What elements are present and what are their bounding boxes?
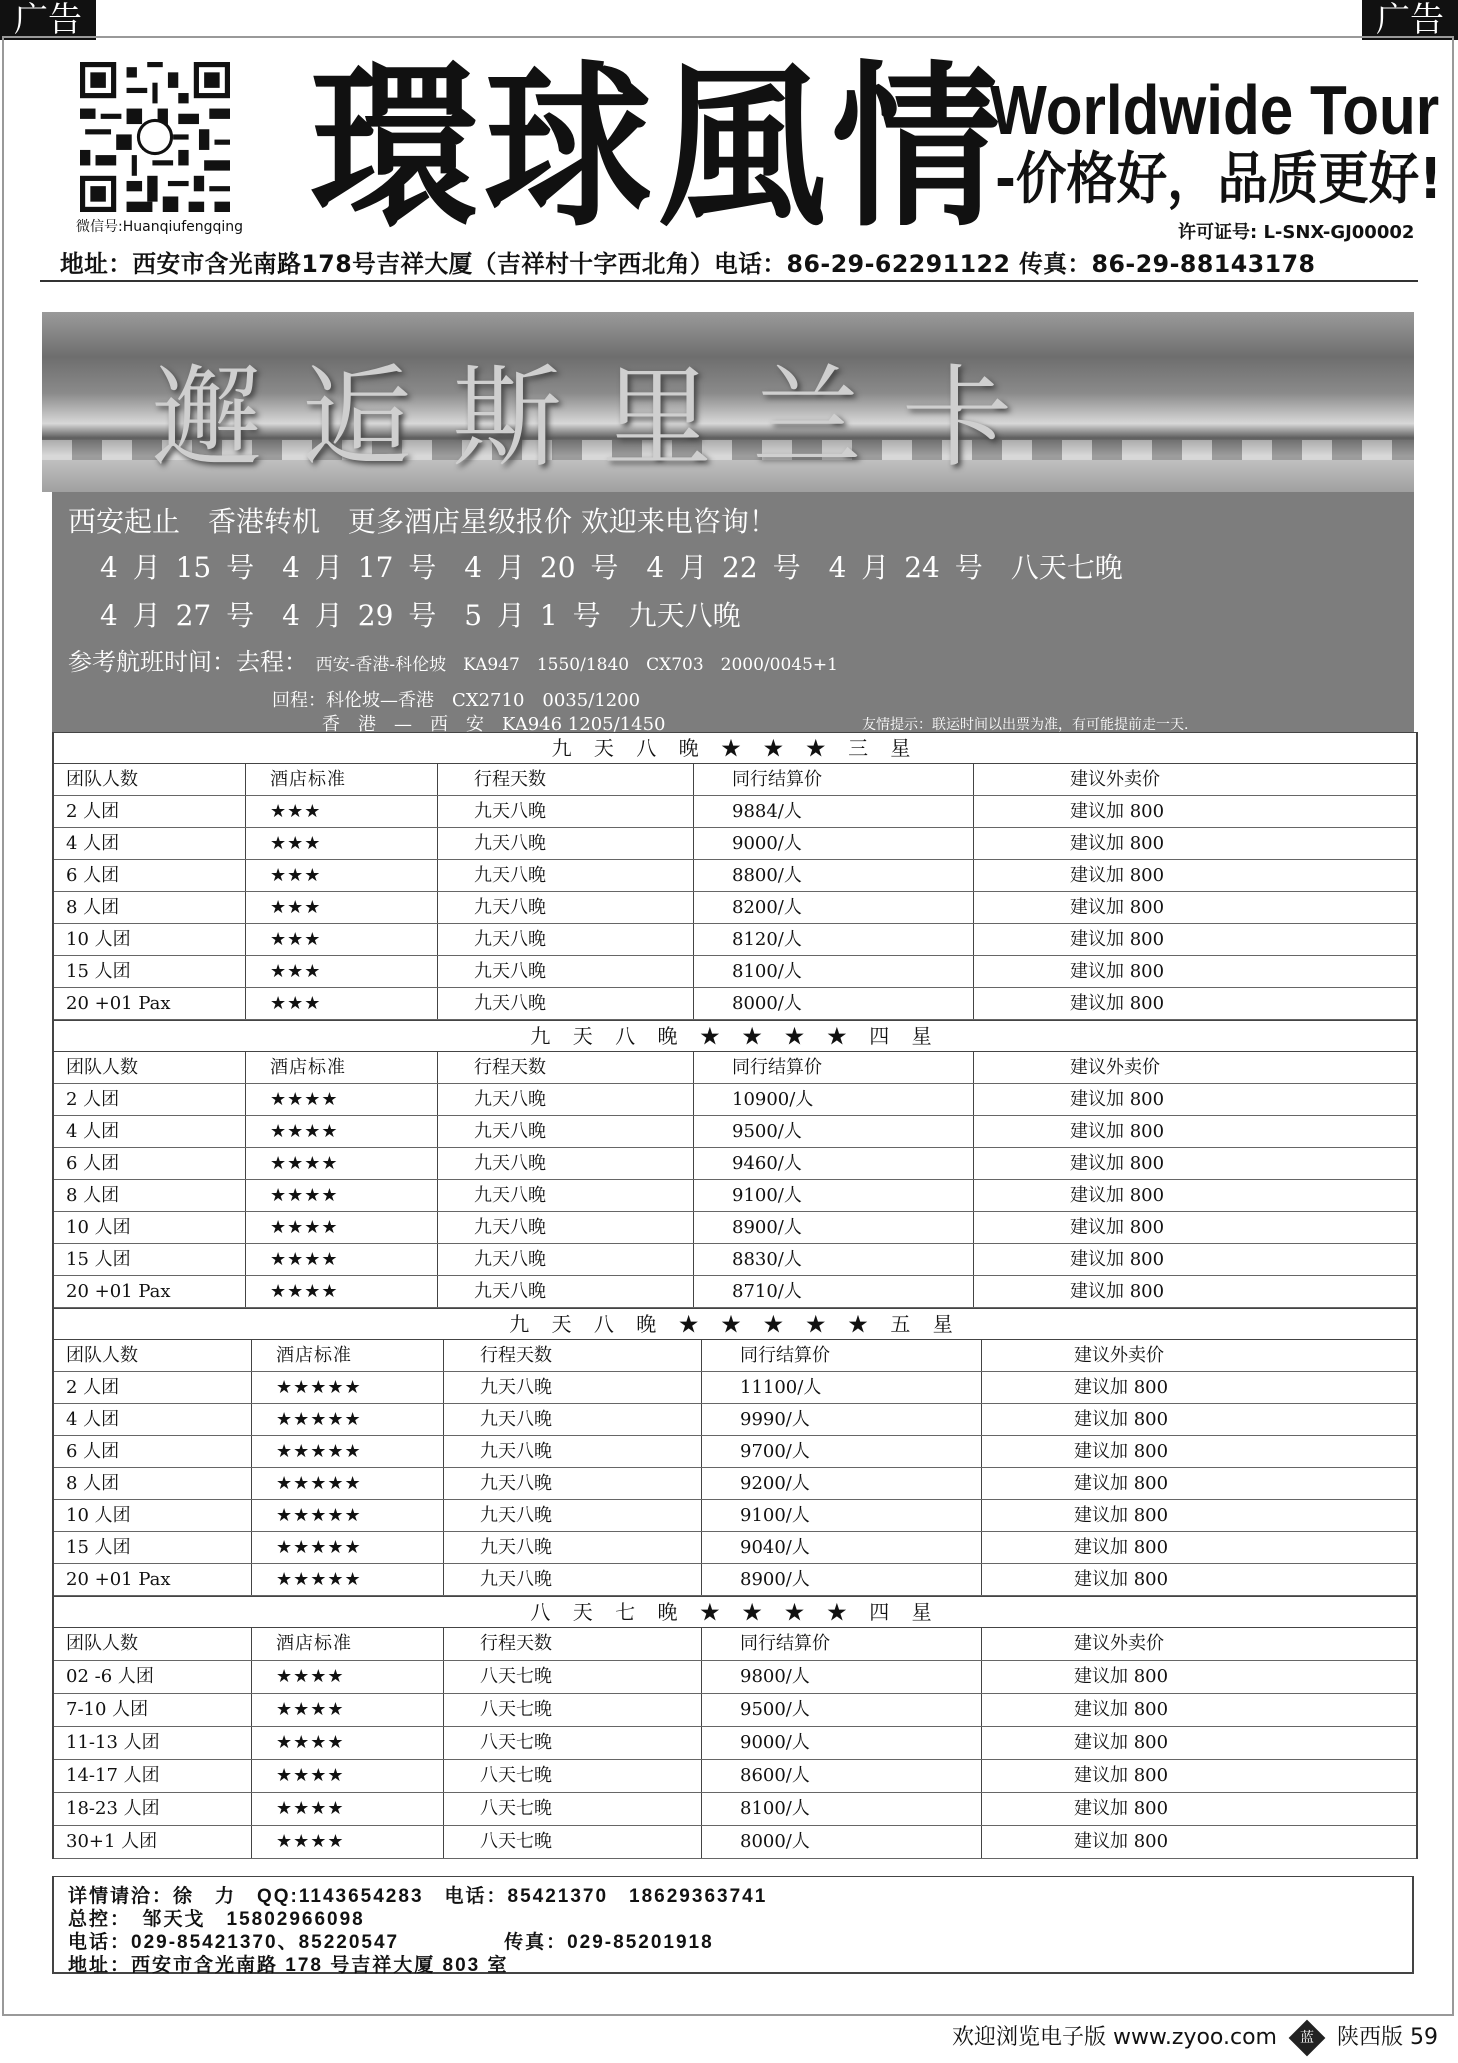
table-cell: ★★★★ [252, 1661, 444, 1693]
table-cell: 建议加 800 [1074, 1569, 1169, 1590]
table-cell: 8120/人 [694, 924, 974, 955]
table-cell: 建议加 800 [1074, 1537, 1169, 1558]
company-address: 地址：西安市含光南路178号吉祥大厦（吉祥村十字西北角）电话：86-29-62291122 传真：86-29-88143178 [60, 250, 1316, 278]
table-cell: 建议加 800 [1074, 1732, 1169, 1753]
tour-intro: 西安起止 香港转机 更多酒店星级报价 欢迎来电咨询！ [68, 505, 777, 538]
price-section [54, 1596, 1416, 1859]
table-cell: 八天七晚 [444, 1661, 702, 1693]
table-row [54, 1404, 1416, 1436]
table-cell: ★★★★ [252, 1793, 444, 1825]
table-cell: 九天八晚 [444, 1500, 702, 1531]
table-cell: 9460/人 [694, 1148, 974, 1179]
table-cell: 8000/人 [702, 1826, 982, 1858]
ad-label-left: 广告 [0, 0, 96, 40]
table-cell: ★★★★ [252, 1694, 444, 1726]
table-cell: 建议加 800 [1070, 1249, 1165, 1270]
table-cell: 九天八晚 [444, 1436, 702, 1467]
table-row [54, 956, 1416, 988]
table-cell: ★★★★★ [252, 1468, 444, 1499]
table-cell: ★★★★★ [252, 1500, 444, 1531]
column-header: 团队人数 [54, 1052, 246, 1083]
table-row [54, 1276, 1416, 1308]
table-cell: 八天七晚 [444, 1694, 702, 1726]
table-cell: 建议加 800 [1070, 1281, 1165, 1302]
table-cell: 九天八晚 [444, 1468, 702, 1499]
table-cell: 建议加 800 [1070, 897, 1165, 918]
flight-outbound-detail: 西安-香港-科伦坡 KA947 1550/1840 CX703 2000/0045+1 [315, 655, 838, 675]
table-cell: 建议加 800 [1074, 1831, 1169, 1852]
table-cell: 4 人团 [54, 1116, 246, 1147]
table-cell: 10 人团 [54, 1500, 252, 1531]
table-cell: 9040/人 [702, 1532, 982, 1563]
flight-label: 参考航班时间：去程： [68, 648, 308, 676]
column-header: 酒店标准 [252, 1628, 444, 1660]
table-cell: 九天八晚 [444, 1532, 702, 1563]
table-cell: 8200/人 [694, 892, 974, 923]
footer-website[interactable]: 欢迎浏览电子版 www.zyoo.com [951, 2025, 1277, 2050]
table-cell: 建议加 800 [1074, 1377, 1169, 1398]
table-cell: 建议加 800 [1070, 993, 1165, 1014]
table-cell: 9000/人 [694, 828, 974, 859]
table-row [54, 796, 1416, 828]
table-row [54, 1760, 1416, 1793]
table-row [54, 924, 1416, 956]
table-cell: ★★★★ [246, 1148, 438, 1179]
brand-english-name: Worldwide Tour [990, 71, 1440, 149]
price-section [54, 1308, 1416, 1596]
column-header: 行程天数 [444, 1628, 702, 1660]
column-header: 酒店标准 [246, 1052, 438, 1083]
table-cell: 八天七晚 [444, 1760, 702, 1792]
table-cell: 建议加 800 [1074, 1441, 1169, 1462]
table-cell: ★★★★★ [252, 1404, 444, 1435]
footer-edition: 陕西版 [1336, 2025, 1403, 2050]
table-cell: 建议加 800 [1070, 1121, 1165, 1142]
table-cell: ★★★ [246, 924, 438, 955]
flight-outbound [68, 642, 838, 677]
departure-dates-9d: 4 月 27 号 4 月 29 号 5 月 1 号 九天八晚 [100, 599, 741, 632]
section-title: 九 天 八 晚 ★ ★ ★ ★ ★ 五 星 [54, 1308, 1416, 1340]
table-cell: 九天八晚 [438, 1148, 694, 1179]
table-cell: 18-23 人团 [54, 1793, 252, 1825]
table-cell: 9884/人 [694, 796, 974, 827]
table-cell: 9100/人 [694, 1180, 974, 1211]
table-cell: 4 人团 [54, 1404, 252, 1435]
table-cell: 8 人团 [54, 1468, 252, 1499]
diamond-badge-text: 蓝 [1299, 2030, 1314, 2046]
table-cell: 9500/人 [702, 1694, 982, 1726]
table-cell: 02 -6 人团 [54, 1661, 252, 1693]
table-row [54, 828, 1416, 860]
column-header: 酒店标准 [252, 1340, 444, 1371]
table-row [54, 1212, 1416, 1244]
contact-line-4: 地址：西安市含光南路 178 号吉祥大厦 803 室 [68, 1955, 509, 1976]
table-row [54, 1180, 1416, 1212]
table-cell: 建议加 800 [1074, 1409, 1169, 1430]
table-cell: 九天八晚 [438, 796, 694, 827]
table-cell: ★★★★ [246, 1180, 438, 1211]
table-cell: 建议加 800 [1074, 1699, 1169, 1720]
table-cell: 建议加 800 [1074, 1473, 1169, 1494]
section-title: 八 天 七 晚 ★ ★ ★ ★ 四 星 [54, 1596, 1416, 1628]
column-header: 团队人数 [54, 1628, 252, 1660]
table-cell: 九天八晚 [438, 988, 694, 1019]
table-cell: 九天八晚 [438, 956, 694, 987]
header-divider [40, 280, 1418, 282]
table-cell: ★★★★ [246, 1084, 438, 1115]
table-row [54, 1500, 1416, 1532]
table-cell: 八天七晚 [444, 1793, 702, 1825]
table-cell: ★★★ [246, 860, 438, 891]
flight-return-2-detail: 香 港 — 西 安 KA946 1205/1450 [322, 714, 666, 735]
table-cell: 6 人团 [54, 1148, 246, 1179]
slogan: -价格好，品质更好! [995, 147, 1443, 212]
license-number: 许可证号: L-SNX-GJ00002 [1178, 222, 1415, 243]
table-row [54, 1793, 1416, 1826]
column-header: 同行结算价 [702, 1628, 982, 1660]
table-cell: 2 人团 [54, 796, 246, 827]
table-cell: 30+1 人团 [54, 1826, 252, 1858]
table-cell: ★★★★ [252, 1727, 444, 1759]
table-cell: 15 人团 [54, 1532, 252, 1563]
table-cell: 10900/人 [694, 1084, 974, 1115]
table-cell: 9800/人 [702, 1661, 982, 1693]
table-cell: 九天八晚 [444, 1372, 702, 1403]
table-cell: 建议加 800 [1070, 801, 1165, 822]
table-cell: ★★★★ [246, 1244, 438, 1275]
table-cell: 9700/人 [702, 1436, 982, 1467]
table-cell: 建议加 800 [1070, 865, 1165, 886]
contact-box [52, 1876, 1414, 1974]
table-cell: 8710/人 [694, 1276, 974, 1307]
table-cell: 九天八晚 [438, 1276, 694, 1307]
table-cell: 8600/人 [702, 1760, 982, 1792]
column-header: 同行结算价 [694, 1052, 974, 1083]
table-row [54, 1372, 1416, 1404]
table-cell: 14-17 人团 [54, 1760, 252, 1792]
table-cell: 20 +01 Pax [54, 1276, 246, 1307]
table-cell: 8 人团 [54, 892, 246, 923]
table-cell: ★★★ [246, 988, 438, 1019]
page-number: 59 [1410, 2025, 1438, 2050]
table-row [54, 1244, 1416, 1276]
table-cell: ★★★★ [252, 1760, 444, 1792]
table-row [54, 1694, 1416, 1727]
column-header: 建议外卖价 [1070, 1057, 1160, 1078]
table-row [54, 1826, 1416, 1859]
table-cell: 九天八晚 [444, 1404, 702, 1435]
table-cell: 九天八晚 [438, 1244, 694, 1275]
table-cell: 建议加 800 [1070, 961, 1165, 982]
table-cell: 8900/人 [694, 1212, 974, 1243]
diamond-logo-icon [1289, 2020, 1326, 2057]
table-cell: 建议加 800 [1070, 929, 1165, 950]
table-cell: 2 人团 [54, 1372, 252, 1403]
column-header: 行程天数 [438, 1052, 694, 1083]
qr-code-icon [80, 62, 230, 212]
column-header: 酒店标准 [246, 764, 438, 795]
wechat-id: 微信号:Huanqiufengqing [76, 219, 244, 235]
table-cell: ★★★ [246, 956, 438, 987]
column-header: 团队人数 [54, 764, 246, 795]
departure-dates-8d: 4 月 15 号 4 月 17 号 4 月 20 号 4 月 22 号 4 月 24 号 八天七晚 [100, 551, 1123, 584]
table-cell: 建议加 800 [1074, 1765, 1169, 1786]
table-header-row [54, 1628, 1416, 1661]
table-cell: 九天八晚 [438, 924, 694, 955]
table-cell: 6 人团 [54, 1436, 252, 1467]
table-cell: 9100/人 [702, 1500, 982, 1531]
table-cell: ★★★★★ [252, 1532, 444, 1563]
column-header: 同行结算价 [702, 1340, 982, 1371]
table-cell: ★★★★★ [252, 1564, 444, 1595]
table-cell: 11100/人 [702, 1372, 982, 1403]
table-cell: 九天八晚 [438, 828, 694, 859]
tour-info-panel [52, 492, 1414, 735]
table-header-row [54, 1052, 1416, 1084]
section-title: 九 天 八 晚 ★ ★ ★ 三 星 [54, 732, 1416, 764]
table-cell: 建议加 800 [1074, 1666, 1169, 1687]
table-cell: ★★★ [246, 828, 438, 859]
table-cell: ★★★★★ [252, 1372, 444, 1403]
table-cell: 九天八晚 [438, 1212, 694, 1243]
table-row [54, 1661, 1416, 1694]
table-cell: ★★★★ [252, 1826, 444, 1858]
table-header-row [54, 1340, 1416, 1372]
column-header: 行程天数 [438, 764, 694, 795]
table-cell: 9500/人 [694, 1116, 974, 1147]
table-cell: 八天七晚 [444, 1727, 702, 1759]
table-cell: 八天七晚 [444, 1826, 702, 1858]
table-cell: 建议加 800 [1070, 833, 1165, 854]
table-cell: 2 人团 [54, 1084, 246, 1115]
table-cell: 建议加 800 [1070, 1089, 1165, 1110]
table-cell: 8100/人 [702, 1793, 982, 1825]
table-cell: 8000/人 [694, 988, 974, 1019]
table-cell: 20 +01 Pax [54, 1564, 252, 1595]
banner-title: 邂逅斯里兰卡 [152, 354, 1052, 482]
column-header: 建议外卖价 [1074, 1345, 1164, 1366]
table-header-row [54, 764, 1416, 796]
table-cell: 11-13 人团 [54, 1727, 252, 1759]
column-header: 团队人数 [54, 1340, 252, 1371]
table-cell: 8830/人 [694, 1244, 974, 1275]
table-cell: 建议加 800 [1074, 1798, 1169, 1819]
table-cell: 九天八晚 [438, 892, 694, 923]
column-header: 建议外卖价 [1070, 769, 1160, 790]
table-row [54, 1532, 1416, 1564]
table-row [54, 988, 1416, 1020]
contact-line-1: 详情请洽：徐 力 QQ:1143654283 电话：85421370 18629363741 [68, 1886, 768, 1907]
price-section [54, 1020, 1416, 1308]
table-cell: 建议加 800 [1070, 1185, 1165, 1206]
price-section [54, 732, 1416, 1020]
table-cell: 10 人团 [54, 1212, 246, 1243]
table-cell: 建议加 800 [1074, 1505, 1169, 1526]
table-cell: 九天八晚 [438, 860, 694, 891]
table-cell: 8900/人 [702, 1564, 982, 1595]
table-row [54, 1148, 1416, 1180]
page-footer [952, 2020, 1438, 2051]
table-cell: 4 人团 [54, 828, 246, 859]
table-cell: 九天八晚 [438, 1116, 694, 1147]
column-header: 行程天数 [444, 1340, 702, 1371]
table-row [54, 1564, 1416, 1596]
flight-return-1: 回程：科伦坡—香港 CX2710 0035/1200 [272, 690, 641, 711]
table-cell: ★★★★★ [252, 1436, 444, 1467]
table-cell: 15 人团 [54, 956, 246, 987]
table-row [54, 892, 1416, 924]
table-row [54, 1436, 1416, 1468]
table-cell: 6 人团 [54, 860, 246, 891]
table-cell: 建议加 800 [1070, 1217, 1165, 1238]
brand-logo-text: 環球風情 [310, 45, 1006, 251]
contact-line-2: 总控： 邹天戈 15802966098 [68, 1909, 365, 1930]
table-cell: 10 人团 [54, 924, 246, 955]
table-row [54, 1468, 1416, 1500]
column-header: 同行结算价 [694, 764, 974, 795]
table-cell: 九天八晚 [438, 1180, 694, 1211]
table-cell: 建议加 800 [1070, 1153, 1165, 1174]
hero-banner [42, 312, 1414, 492]
table-row [54, 1727, 1416, 1760]
table-cell: ★★★★ [246, 1116, 438, 1147]
price-tables [52, 732, 1418, 1859]
table-cell: 7-10 人团 [54, 1694, 252, 1726]
table-cell: 8100/人 [694, 956, 974, 987]
column-header: 建议外卖价 [1074, 1633, 1164, 1654]
table-cell: 20 +01 Pax [54, 988, 246, 1019]
contact-line-3: 电话：029-85421370、85220547 传真：029-85201918 [68, 1932, 714, 1953]
table-cell: ★★★★ [246, 1212, 438, 1243]
ad-label-right: 广告 [1362, 0, 1458, 40]
table-row [54, 860, 1416, 892]
table-cell: ★★★ [246, 796, 438, 827]
table-row [54, 1116, 1416, 1148]
table-cell: ★★★★ [246, 1276, 438, 1307]
friendly-tip: 友情提示：联运时间以出票为准，有可能提前走一天. [862, 717, 1189, 733]
table-cell: 九天八晚 [444, 1564, 702, 1595]
table-cell: 9200/人 [702, 1468, 982, 1499]
table-cell: ★★★ [246, 892, 438, 923]
table-cell: 8 人团 [54, 1180, 246, 1211]
section-title: 九 天 八 晚 ★ ★ ★ ★ 四 星 [54, 1020, 1416, 1052]
table-cell: 九天八晚 [438, 1084, 694, 1115]
table-cell: 8800/人 [694, 860, 974, 891]
table-cell: 15 人团 [54, 1244, 246, 1275]
table-row [54, 1084, 1416, 1116]
table-cell: 9000/人 [702, 1727, 982, 1759]
table-cell: 9990/人 [702, 1404, 982, 1435]
